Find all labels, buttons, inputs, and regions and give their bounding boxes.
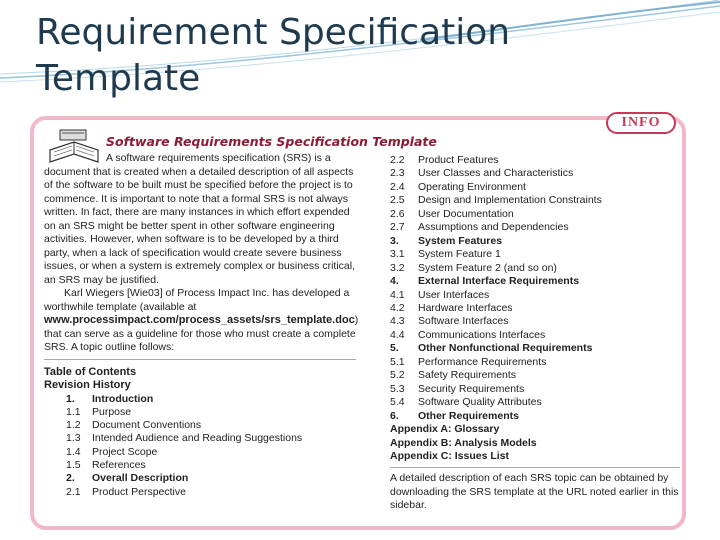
toc-item [390, 410, 686, 423]
toc-item-number: 5.1 [390, 355, 405, 368]
toc-item-number: 1.1 [66, 405, 81, 418]
toc-item [44, 406, 356, 419]
appendix-item: Appendix A: Glossary [390, 423, 500, 436]
toc-heading: Table of Contents [44, 365, 137, 378]
toc-item [390, 329, 686, 342]
toc-item [44, 486, 356, 499]
toc-item-label: Design and Implementation Constraints [418, 194, 602, 207]
toc-item-number: 2.4 [390, 180, 405, 193]
toc-item-number: 1.4 [66, 445, 81, 458]
appendix-list [390, 423, 686, 463]
toc-item-number: 1. [66, 392, 75, 405]
template-paragraph-end: ) that can serve as a guideline for those who must create a complete SRS. A topic outline follows: [44, 314, 359, 353]
toc-item [390, 383, 686, 396]
toc-item-number: 2.6 [390, 207, 405, 220]
toc-list-right [390, 154, 686, 423]
toc-item [44, 419, 356, 432]
template-paragraph [44, 287, 359, 355]
toc-item-label: Product Features [418, 154, 499, 166]
toc-item-label: References [92, 458, 146, 471]
intro-paragraph: A software requirements specification (SRS) is a document that is created when a detailed description of all aspects of the software to be built must be specified before the project is to commence. It is important to note that a formal SRS is not always written. In fact, there are many instances in which effort expended on an SRS might be better spent in other software engineering activities. However, when software is to be developed by a third party, when a lack of specification would create severe business issues, or when a system is extremely complex or business critical, an SRS may be justified. [44, 152, 356, 286]
toc-item-label: Safety Requirements [418, 369, 517, 382]
toc-item-number: 4.1 [390, 288, 405, 301]
toc-item-label: Product Perspective [92, 485, 186, 498]
revision-heading: Revision History [44, 379, 131, 391]
right-column [390, 154, 686, 513]
divider [390, 467, 680, 468]
toc-item [390, 235, 686, 248]
toc-item-number: 1.5 [66, 458, 81, 471]
toc-item-number: 1.3 [66, 432, 81, 445]
info-card [30, 116, 686, 530]
toc-item-number: 6. [390, 409, 399, 422]
toc-item-label: Project Scope [92, 445, 158, 458]
toc-item [390, 262, 686, 275]
toc-item-label: Assumptions and Dependencies [418, 221, 569, 234]
toc-item-number: 3.1 [390, 248, 405, 261]
toc-item-number: 4.4 [390, 328, 405, 341]
toc-item-label: System Feature 1 [418, 248, 501, 261]
toc-item-number: 4.3 [390, 315, 405, 328]
toc-item [390, 302, 686, 315]
toc-item-number: 2.2 [390, 154, 405, 166]
toc-item-label: Software Quality Attributes [418, 396, 542, 409]
toc-item [44, 459, 356, 472]
toc-item [390, 248, 686, 261]
toc-item [390, 154, 686, 167]
toc-item [390, 396, 686, 409]
toc-item-label: Other Nonfunctional Requirements [418, 342, 593, 355]
toc-item-number: 2.3 [390, 167, 405, 180]
toc-item-number: 2. [66, 472, 75, 485]
left-column [44, 152, 359, 499]
toc-item [44, 432, 356, 445]
template-paragraph-start: Karl Wiegers [Wie03] of Process Impact Inc. has developed a worthwhile template (available at [44, 287, 350, 313]
toc-item-number: 2.7 [390, 221, 405, 234]
toc-item-label: Performance Requirements [418, 355, 547, 368]
toc-item [390, 221, 686, 234]
toc-item [390, 167, 686, 180]
toc-item-label: Intended Audience and Reading Suggestions [92, 432, 303, 445]
toc-item-number: 5.2 [390, 369, 405, 382]
toc-item-label: Purpose [92, 405, 132, 418]
toc-item-number: 4. [390, 275, 399, 288]
divider [44, 359, 356, 360]
toc-item-label: User Classes and Characteristics [418, 167, 574, 180]
toc-item-label: Security Requirements [418, 382, 525, 395]
toc-list-left [44, 393, 356, 499]
toc-item-number: 5. [390, 342, 399, 355]
toc-item [44, 446, 356, 459]
toc-item-label: Overall Description [92, 472, 189, 485]
toc-item-number: 2.1 [66, 485, 81, 498]
toc-item [390, 289, 686, 302]
appendix-item: Appendix C: Issues List [390, 449, 510, 462]
toc-item-label: Document Conventions [92, 419, 202, 432]
toc-item [390, 369, 686, 382]
info-badge: INFO [606, 112, 676, 134]
card-heading: Software Requirements Specification Template [106, 134, 437, 149]
slide-title: Requirement Specification Template [36, 12, 511, 99]
toc-item [390, 208, 686, 221]
toc-item-number: 4.2 [390, 301, 405, 314]
toc-item-label: Other Requirements [418, 409, 519, 422]
toc-item-number: 1.2 [66, 419, 81, 432]
toc-item [390, 275, 686, 288]
toc-item [390, 194, 686, 207]
toc-item-label: System Feature 2 (and so on) [418, 261, 557, 274]
appendix-item: Appendix B: Analysis Models [390, 436, 537, 449]
toc-item [390, 356, 686, 369]
toc-item-label: User Documentation [418, 207, 514, 220]
toc-item [44, 472, 356, 485]
toc-item [44, 393, 356, 406]
toc-item-label: Communications Interfaces [418, 328, 546, 341]
toc-item-number: 3. [390, 234, 399, 247]
toc-item-number: 3.2 [390, 261, 405, 274]
toc-item-label: Operating Environment [418, 180, 526, 193]
toc-item [390, 181, 686, 194]
toc-item-label: User Interfaces [418, 288, 490, 301]
toc-item-number: 2.5 [390, 194, 405, 207]
toc-item-number: 5.3 [390, 382, 405, 395]
template-url-link[interactable]: www.processimpact.com/process_assets/srs_template.doc [44, 314, 355, 326]
toc-item-number: 5.4 [390, 396, 405, 409]
toc-item-label: Software Interfaces [418, 315, 509, 328]
toc-item-label: System Features [418, 234, 503, 247]
toc-item [390, 342, 686, 355]
toc-item-label: Hardware Interfaces [418, 301, 513, 314]
toc-item [390, 315, 686, 328]
toc-item-label: Introduction [92, 392, 154, 405]
toc-item-label: External Interface Requirements [418, 275, 580, 288]
footnote: A detailed description of each SRS topic can be obtained by downloading the SRS template at the URL noted earlier in this sidebar. [390, 472, 679, 512]
